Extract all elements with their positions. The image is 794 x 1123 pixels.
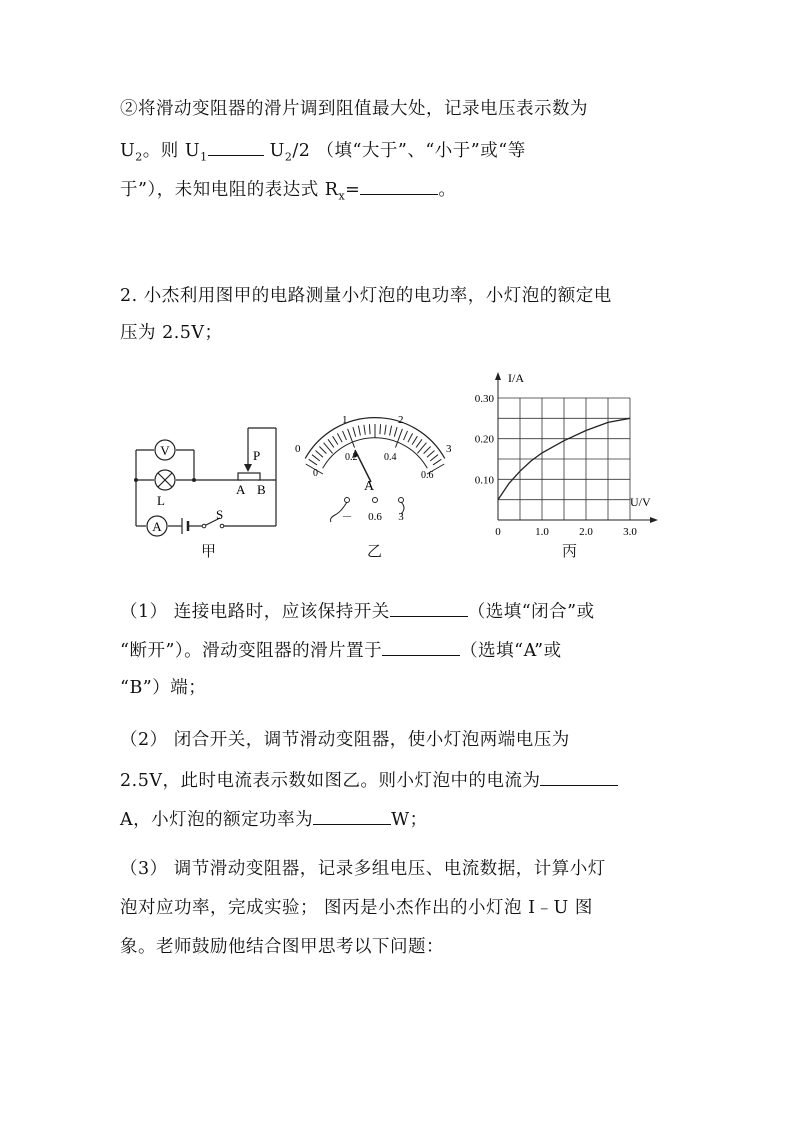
terminal-06: 0.6 — [368, 511, 382, 523]
answer-blank[interactable] — [313, 806, 391, 825]
sub3-line2: 泡对应功率，完成实验； 图丙是小杰作出的小灯泡 I﹣U 图 — [120, 898, 593, 918]
chart-y-tick-label: 0.10 — [474, 474, 494, 487]
answer-blank[interactable] — [360, 176, 438, 195]
dial-tick — [348, 429, 355, 448]
sub1-line3: “B”）端； — [120, 678, 207, 698]
sub1-line2: “断开”）。滑动变阻器的滑片置于 （选填“A”或 — [120, 637, 562, 663]
sub1-line1: （1） 连接电路时，应该保持开关 （选填“闭合”或 — [120, 598, 595, 624]
dial-tick — [396, 429, 403, 448]
dial-bottom-tick-3: 0.6 — [421, 470, 434, 481]
answer-blank[interactable] — [382, 637, 460, 656]
sub2-line3: A，小灯泡的额定功率为 W； — [120, 806, 428, 832]
dial-tick — [433, 459, 441, 465]
dial-tick — [337, 433, 342, 442]
caption-yi: 乙 — [367, 542, 383, 560]
dial-bottom-tick-2: 0.4 — [384, 452, 397, 463]
dial-tick — [427, 451, 435, 458]
dial-bottom-tick-0: 0 — [313, 468, 318, 479]
chart-x-tick-label: 2.0 — [579, 526, 593, 538]
answer-blank[interactable] — [390, 598, 468, 617]
end-a-label: A — [236, 482, 246, 497]
dial-tick — [408, 433, 413, 442]
dial-tick — [343, 431, 347, 440]
end-b-label: B — [257, 482, 266, 497]
dial-tick — [358, 426, 360, 436]
q2-line1: 2. 小杰利用图甲的电路测量小灯泡的电功率，小灯泡的额定电 — [120, 286, 612, 306]
q2-line2: 压为 2.5V； — [120, 323, 223, 343]
chart-x-tick-label: 3.0 — [623, 526, 637, 538]
terminal-3: 3 — [398, 511, 404, 523]
dial-top-tick-1: 1 — [342, 414, 348, 426]
chart-ylabel: I/A — [508, 371, 524, 385]
dial-tick — [369, 424, 370, 434]
slider-label: P — [253, 448, 261, 463]
q1-line2: $U_2$。则 $U_1$ $U_2/2$ （填“大于”、“小于”或“等 — [120, 137, 526, 170]
dial-tick — [430, 455, 438, 461]
q1-line3: 于”），未知电阻的表达式 $R_x=$ 。 — [120, 176, 456, 209]
sub2-line1: （2） 闭合开关，调节滑动变阻器，使小灯泡两端电压为 — [120, 730, 570, 750]
dial-tick — [416, 439, 422, 447]
dial-tick — [404, 431, 408, 440]
dial-tick — [364, 425, 365, 435]
sub3-line3: 象。老师鼓励他结合图甲思考以下问题： — [120, 937, 444, 957]
lamp-label: L — [157, 493, 165, 508]
switch-label: S — [216, 507, 224, 522]
dial-bottom-tick-1: 0.2 — [345, 452, 358, 463]
chart-y-tick-label: 0.30 — [474, 393, 494, 405]
chart-y-tick-label: 0.20 — [474, 433, 494, 446]
terminal-minus: － — [341, 511, 353, 523]
dial-top-tick-2: 2 — [398, 414, 404, 426]
q1-line1: ②将滑动变阻器的滑片调到阻值最大处，记录电压表示数为 — [120, 99, 588, 119]
iu-chart — [466, 368, 666, 538]
sub2-line2: 2.5V，此时电流表示数如图乙。则小灯泡中的电流为 — [120, 767, 618, 793]
sub3-line1: （3） 调节滑动变阻器，记录多组电压、电流数据，计算小灯 — [120, 859, 606, 879]
chart-x-tick-label: 1.0 — [535, 526, 549, 538]
dial-tick — [319, 447, 326, 454]
caption-jia: 甲 — [201, 542, 217, 560]
dial-tick — [316, 451, 324, 458]
dial-tick — [380, 424, 381, 434]
dial-unit: A — [363, 479, 375, 494]
dial-tick — [390, 426, 392, 436]
dial-tick — [328, 439, 334, 447]
dial-tick — [385, 425, 386, 435]
dial-top-tick-0: 0 — [295, 443, 301, 455]
dial-top-tick-3: 3 — [446, 443, 452, 455]
dial-tick — [309, 459, 317, 465]
dial-tick — [333, 436, 338, 444]
dial-tick — [353, 427, 356, 437]
dial-tick — [424, 447, 431, 454]
dial-tick — [312, 455, 320, 461]
dial-tick — [394, 427, 397, 437]
chart-x-tick-label: 0 — [495, 526, 501, 538]
dial-tick — [412, 436, 417, 444]
chart-xlabel: U/V — [630, 495, 651, 509]
answer-blank[interactable] — [208, 137, 264, 156]
circuit-diagram — [118, 420, 293, 540]
caption-bing: 丙 — [562, 542, 578, 560]
voltmeter-label: V — [160, 443, 170, 458]
answer-blank[interactable] — [540, 767, 618, 786]
ammeter-label: A — [152, 519, 162, 534]
ammeter-dial — [285, 402, 465, 542]
